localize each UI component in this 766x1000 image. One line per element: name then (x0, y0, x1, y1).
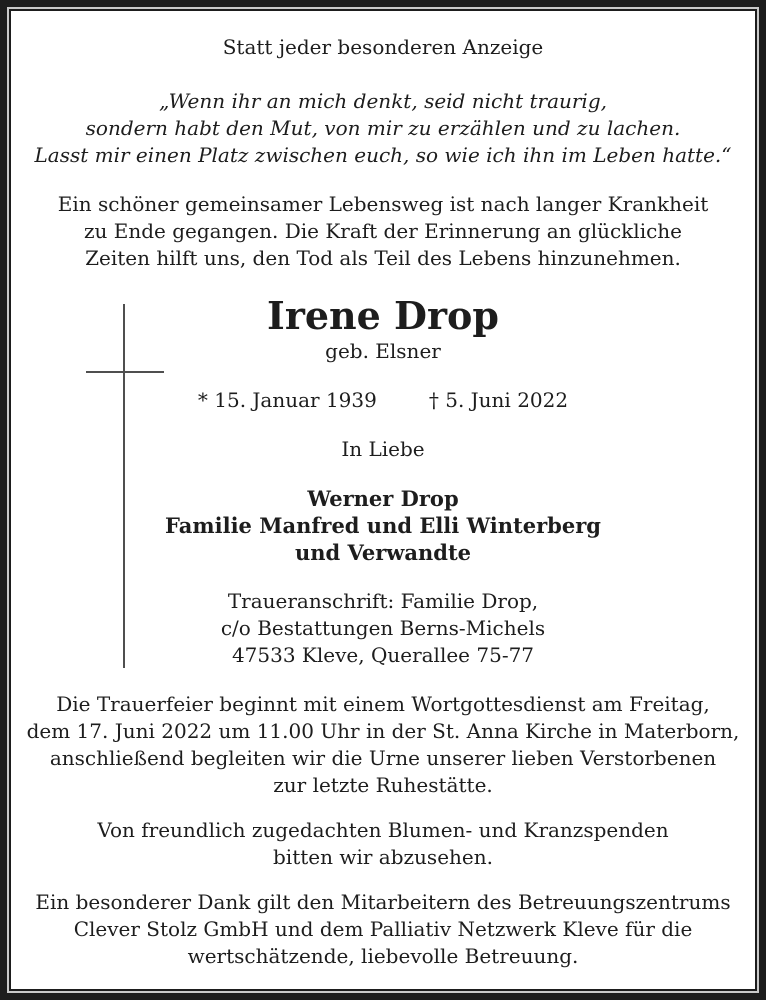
service-line: dem 17. Juni 2022 um 11.00 Uhr in der St. Anna Kirche in Materborn, (26, 719, 740, 743)
mourner-line: und Verwandte (294, 540, 472, 565)
header-note (11, 34, 755, 61)
obituary-notice (11, 11, 755, 989)
service-line: anschließend begleiten wir die Urne unserer lieben Verstorbenen (49, 746, 717, 770)
mourner-line: Familie Manfred und Elli Winterberg (165, 513, 601, 538)
cross-vertical-bar (123, 304, 125, 668)
obituary-frame-gap (7, 7, 759, 993)
flowers-line: Von freundlich zugedachten Blumen- und Kranzspenden (97, 818, 669, 842)
quote-line: Lasst mir einen Platz zwischen euch, so wie ich ihn im Leben hatte.“ (34, 143, 732, 167)
memorial-quote (11, 88, 755, 169)
thanks-line: Ein besonderer Dank gilt den Mitarbeitern des Betreuungszentrums (35, 890, 731, 914)
address-line: c/o Bestattungen Berns-Michels (220, 616, 546, 640)
deceased-name: Irene Drop (267, 293, 499, 338)
quote-line: „Wenn ihr an mich denkt, seid nicht traurig, (158, 89, 607, 113)
closing-phrase-text: In Liebe (341, 437, 425, 461)
obituary-frame-inner (9, 9, 757, 991)
mourner-line: Werner Drop (307, 486, 459, 511)
thanks-line: wertschätzende, liebevolle Betreuung. (187, 944, 579, 968)
intro-line: Zeiten hilft uns, den Tod als Teil des Lebens hinzunehmen. (85, 246, 681, 270)
thanks-note (11, 889, 755, 970)
death-date: † 5. Juni 2022 (428, 388, 569, 412)
service-line: zur letzte Ruhestätte. (273, 773, 493, 797)
intro-line: zu Ende gegangen. Die Kraft der Erinnerung an glückliche (83, 219, 683, 243)
thanks-line: Clever Stolz GmbH und dem Palliativ Netzwerk Kleve für die (73, 917, 693, 941)
address-line: Traueranschrift: Familie Drop, (227, 589, 539, 613)
flowers-line: bitten wir abzusehen. (273, 845, 493, 869)
header-note-text: Statt jeder besonderen Anzeige (222, 35, 544, 59)
funeral-service-info (11, 691, 755, 799)
service-line: Die Trauerfeier beginnt mit einem Wortgottesdienst am Freitag, (56, 692, 710, 716)
address-line: 47533 Kleve, Querallee 75-77 (231, 643, 535, 667)
maiden-name-text: geb. Elsner (325, 339, 441, 363)
intro-paragraph (11, 191, 755, 272)
cross-horizontal-bar (86, 371, 164, 373)
quote-line: sondern habt den Mut, von mir zu erzählen und zu lachen. (85, 116, 681, 140)
flowers-note (11, 817, 755, 871)
intro-line: Ein schöner gemeinsamer Lebensweg ist nach langer Krankheit (57, 192, 709, 216)
birth-date: * 15. Januar 1939 (197, 388, 377, 412)
